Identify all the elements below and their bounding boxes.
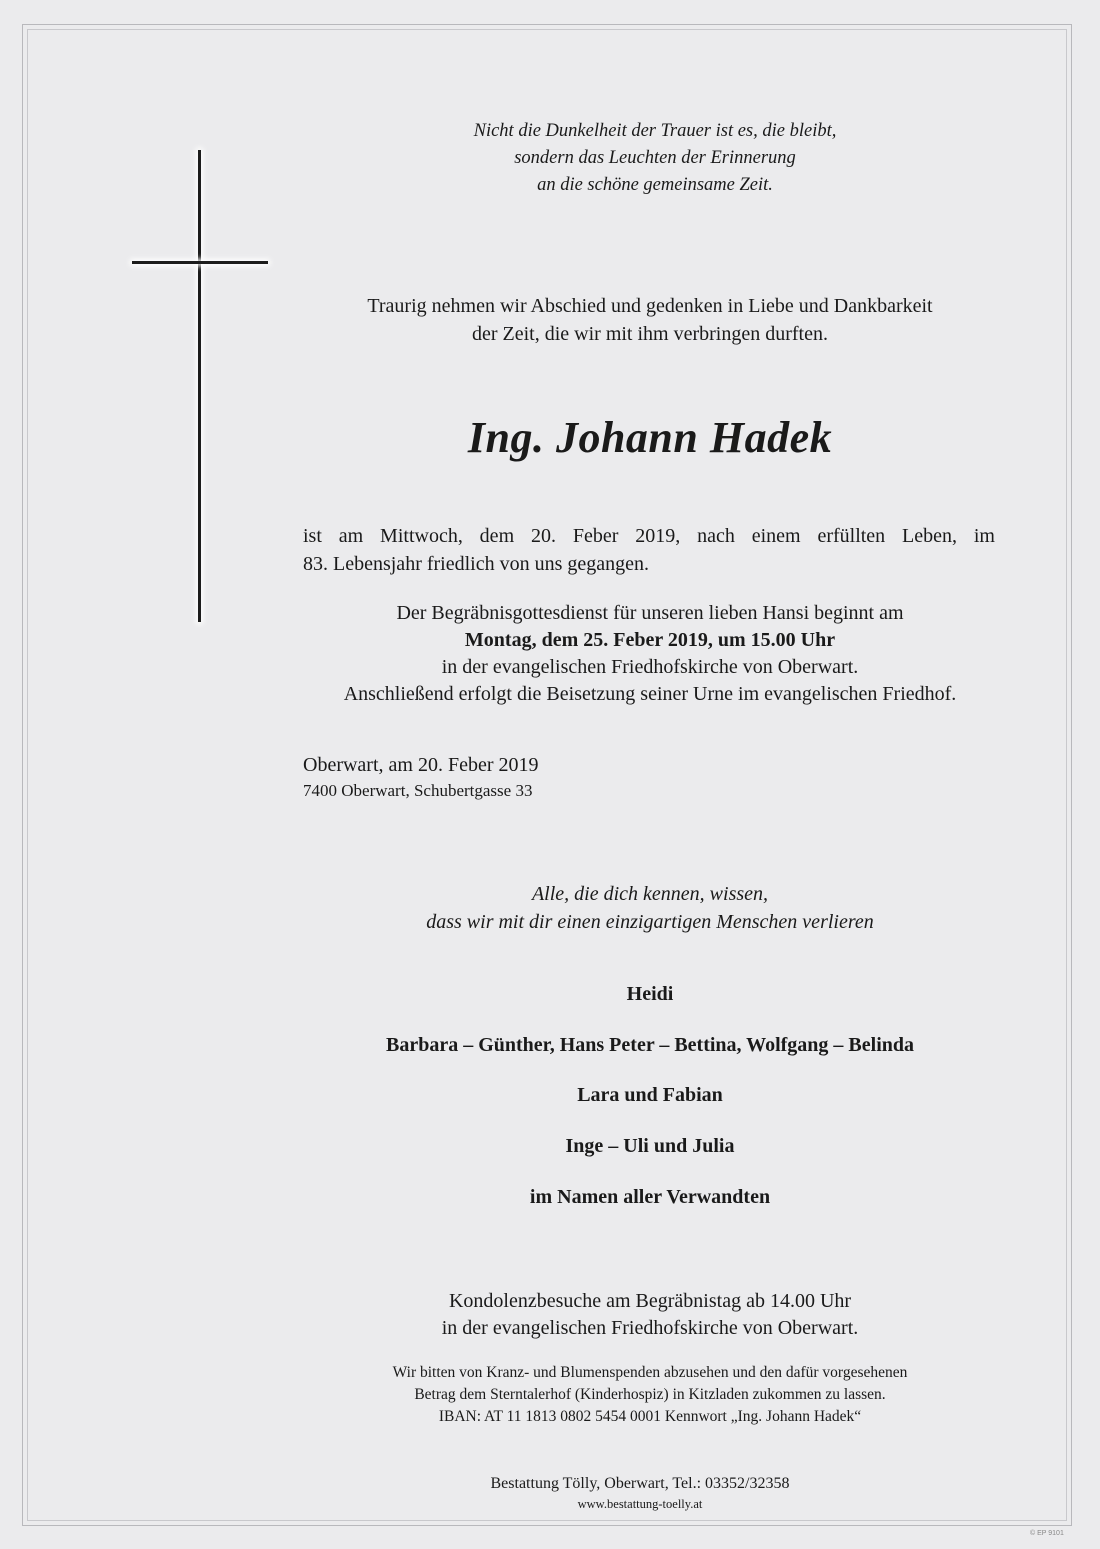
donation-line: IBAN: AT 11 1813 0802 5454 0001 Kennwort „Ing. Johann Hadek“ bbox=[438, 1408, 862, 1425]
death-line: 83. Lebensjahr friedlich von uns gegangen. bbox=[303, 553, 650, 575]
place-date-line: Oberwart, am 20. Feber 2019 bbox=[303, 754, 539, 776]
family-line: Heidi bbox=[626, 983, 674, 1005]
cross-horizontal-bar bbox=[132, 261, 268, 264]
intro-text bbox=[290, 292, 1010, 348]
funeral-line: Anschließend erfolgt die Beisetzung seiner Urne im evangelischen Friedhof. bbox=[343, 683, 957, 705]
donation-line: Betrag dem Sterntalerhof (Kinderhospiz) in Kitzladen zukommen zu lassen. bbox=[414, 1386, 886, 1403]
address-line: 7400 Oberwart, Schubertgasse 33 bbox=[303, 781, 533, 800]
family-line: Inge – Uli und Julia bbox=[565, 1135, 735, 1157]
donation-request bbox=[290, 1362, 1010, 1428]
death-line: ist am Mittwoch, dem 20. Feber 2019, nach einem erfüllten Leben, im bbox=[303, 525, 995, 547]
quote-line: Alle, die dich kennen, wissen, bbox=[531, 883, 769, 905]
place-and-date bbox=[303, 752, 539, 804]
funeral-line: in der evangelischen Friedhofskirche von Oberwart. bbox=[441, 656, 859, 678]
funeral-date: Montag, dem 25. Feber 2019, um 15.00 Uhr bbox=[464, 629, 836, 651]
undertaker-url: www.bestattung-toelly.at bbox=[577, 1497, 703, 1511]
death-notice bbox=[303, 522, 995, 578]
deceased-name: Ing. Johann Hadek bbox=[467, 413, 833, 462]
family-line: Barbara – Günther, Hans Peter – Bettina, Wolfgang – Belinda bbox=[386, 1034, 914, 1056]
condolence-info bbox=[300, 1288, 1000, 1342]
motto-line: sondern das Leuchten der Erinnerung bbox=[514, 148, 796, 168]
undertaker-contact: Bestattung Tölly, Oberwart, Tel.: 03352/32358 bbox=[490, 1475, 790, 1492]
motto-verse bbox=[355, 118, 955, 199]
intro-line: Traurig nehmen wir Abschied und gedenken in Liebe und Dankbarkeit bbox=[367, 295, 933, 317]
family-line: im Namen aller Verwandten bbox=[529, 1186, 771, 1208]
condolence-line: in der evangelischen Friedhofskirche von Oberwart. bbox=[441, 1317, 859, 1339]
quote-verse bbox=[340, 880, 960, 936]
motto-line: an die schöne gemeinsame Zeit. bbox=[537, 175, 773, 195]
funeral-line: Der Begräbnisgottesdienst für unseren lieben Hansi beginnt am bbox=[396, 602, 904, 624]
motto-line: Nicht die Dunkelheit der Trauer ist es, die bleibt, bbox=[473, 121, 837, 141]
donation-line: Wir bitten von Kranz- und Blumenspenden abzusehen und den dafür vorgesehenen bbox=[392, 1364, 908, 1381]
family-line: Lara und Fabian bbox=[577, 1084, 723, 1106]
cross-vertical-bar bbox=[198, 150, 201, 622]
condolence-line: Kondolenzbesuche am Begräbnistag ab 14.00 Uhr bbox=[448, 1290, 852, 1312]
print-code: © EP 9101 bbox=[1030, 1530, 1064, 1537]
quote-line: dass wir mit dir einen einzigartigen Menschen verlieren bbox=[426, 911, 874, 933]
undertaker-footer bbox=[340, 1474, 940, 1514]
funeral-info bbox=[290, 600, 1010, 708]
intro-line: der Zeit, die wir mit ihm verbringen durften. bbox=[471, 323, 828, 345]
